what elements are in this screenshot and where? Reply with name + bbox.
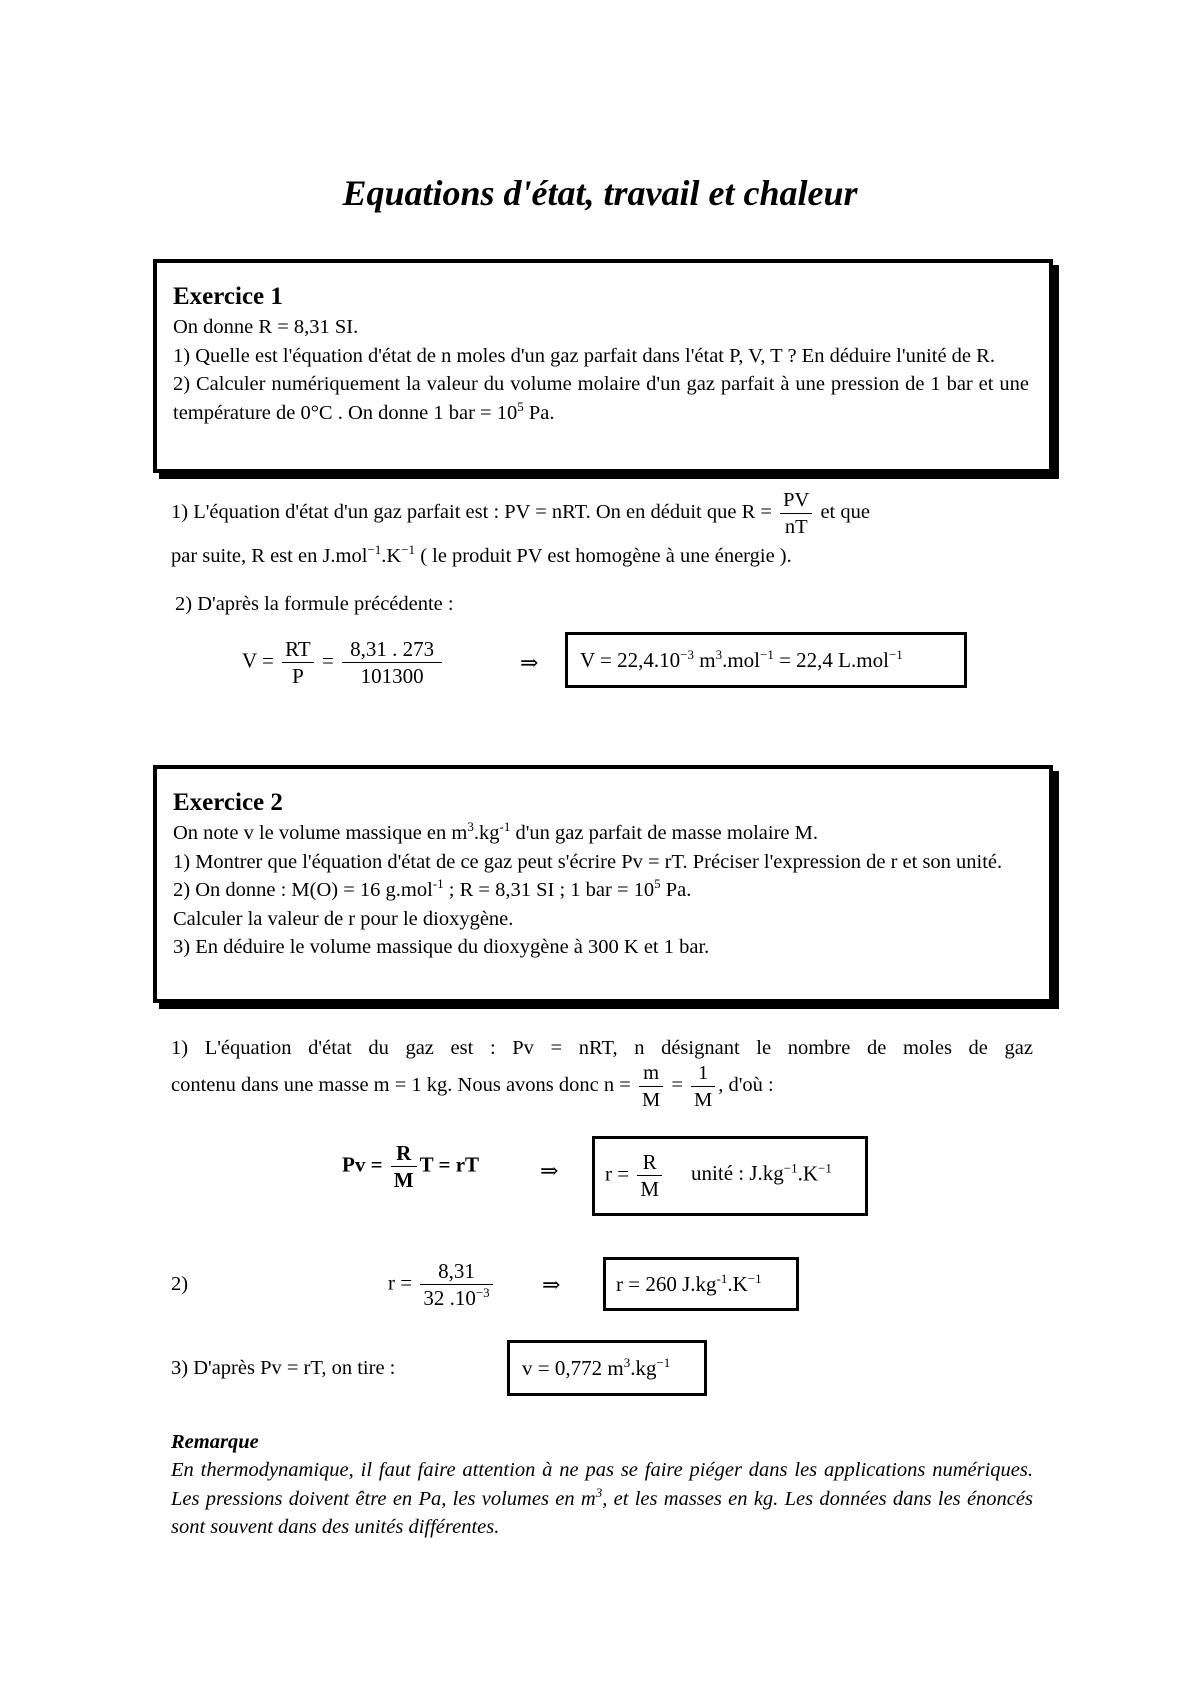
fraction-pv-nt — [780, 487, 812, 540]
implies-arrow: ⇒ — [540, 1158, 559, 1183]
exponent: −1 — [888, 647, 903, 662]
denominator: M — [640, 1177, 660, 1201]
exercise-2-question-2 — [173, 876, 1029, 905]
numerator: 1 — [691, 1060, 715, 1087]
denominator-text: 32 .10 — [423, 1286, 476, 1310]
eq-rest: T = rT — [419, 1152, 480, 1177]
exponent: -1 — [716, 1271, 728, 1286]
equation-molar-volume — [242, 636, 445, 689]
exercise-2-line-4: Calculer la valeur de r pour le dioxygène. — [173, 907, 514, 930]
exponent: −3 — [475, 1285, 490, 1300]
result-box-molar-volume — [565, 632, 967, 688]
page-title: Equations d'état, travail et chaleur — [342, 173, 858, 213]
exercise-2-box — [153, 765, 1053, 1003]
implies-arrow: ⇒ — [520, 650, 539, 675]
exercise-1-box — [153, 259, 1053, 473]
equation-pv-rt — [342, 1140, 479, 1193]
unit-text: .K — [797, 1161, 819, 1186]
numerator: PV — [780, 487, 812, 514]
result-text: .kg — [630, 1356, 657, 1380]
denominator: P — [292, 664, 304, 688]
remark-text-a: En thermodynamique, il faut faire attention à ne pas se faire piéger dans les applications numériques. Les pressions doivent être en Pa, les volumes en m — [171, 1459, 1033, 1510]
result-text: .mol — [722, 648, 760, 672]
answer-1-paragraph-1 — [171, 487, 1033, 540]
exponent: -1 — [499, 819, 511, 834]
answer-1-note: ( le produit PV est homogène à une énergie ). — [415, 545, 792, 567]
exponent: −3 — [680, 647, 694, 662]
remark-text — [171, 1456, 1033, 1542]
eq-sign: = — [316, 648, 340, 673]
remark-heading-text: Remarque — [171, 1431, 259, 1453]
result-text: r = 260 J.kg — [616, 1272, 717, 1296]
exponent: −1 — [760, 647, 774, 662]
exponent: −1 — [656, 1355, 671, 1370]
answer-1-part-2-intro: 2) D'après la formule précédente : — [175, 593, 454, 615]
exercise-1-question-1: 1) Quelle est l'équation d'état de n moles d'un gaz parfait dans l'état P, V, T ? En déduire l'unité de R. — [173, 344, 995, 367]
denominator: M — [393, 1168, 414, 1192]
answer-1-text-cont: et que — [815, 501, 870, 524]
text: 2) On donne : M(O) = 16 g.mol — [173, 879, 433, 901]
exercise-2-question-1: 1) Montrer que l'équation d'état de ce gaz peut s'écrire Pv = rT. Préciser l'expression de r et son unité. — [173, 850, 1003, 873]
fraction-r-over-m — [637, 1149, 662, 1202]
exponent: 3 — [623, 1355, 631, 1370]
exercise-2-heading: Exercice 2 — [173, 789, 283, 816]
r-label: r = — [605, 1161, 635, 1186]
exponent: 5 — [654, 876, 661, 891]
denominator — [420, 1285, 492, 1311]
numerator: 8,31 . 273 — [342, 636, 442, 663]
exponent: 5 — [517, 398, 524, 414]
denominator: M — [641, 1089, 661, 1111]
fraction-m-over-M — [639, 1060, 663, 1113]
text: On note v le volume massique en m — [173, 822, 468, 844]
exponent: 3 — [467, 819, 474, 834]
answer-2-part-2-label: 2) — [171, 1273, 189, 1295]
result-box-r-expression — [592, 1136, 868, 1216]
fraction-numeric — [342, 636, 442, 689]
exercise-1-heading: Exercice 1 — [173, 283, 283, 310]
text: d'un gaz parfait de masse molaire M. — [510, 822, 818, 844]
fraction-r-numeric — [420, 1258, 492, 1311]
answer-2-part-3-intro: 3) D'après Pv = rT, on tire : — [171, 1357, 396, 1379]
answer-1-text: 1) L'équation d'état d'un gaz parfait est : PV = nRT. On en déduit que R = — [171, 501, 778, 524]
implies-arrow: ⇒ — [542, 1272, 561, 1297]
numerator: R — [637, 1149, 662, 1176]
eq-v: V = — [242, 648, 280, 673]
answer-2-paragraph-1: 1) L'équation d'état du gaz est : Pv = nRT, n désignant le nombre de moles de gaz — [171, 1037, 1033, 1059]
exponent: −1 — [818, 1160, 832, 1176]
result-box-massic-volume — [507, 1340, 707, 1396]
numerator: m — [639, 1060, 663, 1087]
equation-r-numeric — [388, 1258, 496, 1311]
unit-text: unité : J.kg — [691, 1161, 784, 1186]
exponent: −1 — [401, 542, 416, 557]
exponent: 3 — [595, 1484, 603, 1500]
exercise-1-question-2-text: 2) Calculer numériquement la valeur du volume molaire d'un gaz parfait à une pression de 1 bar et une température de 0°C . On donne 1 bar = 10 — [173, 373, 1029, 424]
fraction-r-over-m — [391, 1140, 417, 1193]
fraction-rt-p — [282, 636, 314, 689]
answer-1-unit-text: par suite, R est en J.mol — [171, 545, 368, 567]
result-box-r-value — [603, 1257, 799, 1311]
exercise-2-question-3: 3) En déduire le volume massique du dioxygène à 300 K et 1 bar. — [173, 936, 710, 958]
denominator: nT — [784, 516, 808, 538]
remark-heading — [171, 1428, 1033, 1456]
exercise-1-line-1: On donne R = 8,31 SI. — [173, 316, 359, 338]
text: contenu dans une masse m = 1 kg. Nous avons donc n = — [171, 1074, 636, 1097]
result-text: .K — [727, 1272, 748, 1296]
result-text: m — [693, 648, 716, 672]
answer-1-paragraph-2 — [171, 542, 1033, 570]
result-text: V = 22,4.10 — [580, 648, 681, 672]
answer-1-unit-k: .K — [381, 545, 402, 567]
numerator: R — [391, 1140, 417, 1167]
remark-text-b: , et les masses en kg. Les données dans les énoncés sont souvent dans des unités différentes. — [171, 1487, 1033, 1538]
r-label: r = — [388, 1270, 418, 1295]
numerator: 8,31 — [420, 1258, 492, 1285]
exponent: 3 — [715, 647, 723, 662]
result-text: v = 0,772 m — [522, 1356, 624, 1380]
fraction-1-over-M — [691, 1060, 715, 1113]
answer-2-paragraph-2 — [171, 1060, 1033, 1113]
text: Pa. — [660, 879, 692, 901]
result-text: = 22,4 L.mol — [773, 648, 889, 672]
exponent: −1 — [783, 1160, 798, 1176]
exponent: −1 — [367, 542, 382, 557]
exponent: -1 — [432, 876, 444, 891]
denominator: M — [694, 1089, 713, 1111]
numerator: RT — [282, 636, 314, 663]
text: ; R = 8,31 SI ; 1 bar = 10 — [443, 879, 655, 901]
exercise-2-line-1 — [173, 819, 1029, 848]
text: .kg — [473, 822, 500, 844]
unit-text: Pa. — [523, 401, 555, 424]
eq-pv: Pv = — [342, 1152, 388, 1177]
exponent: −1 — [747, 1271, 762, 1286]
exercise-1-question-2 — [173, 370, 1029, 427]
text: , d'où : — [718, 1074, 774, 1097]
eq-sign: = — [666, 1074, 688, 1097]
denominator: 101300 — [360, 664, 424, 688]
